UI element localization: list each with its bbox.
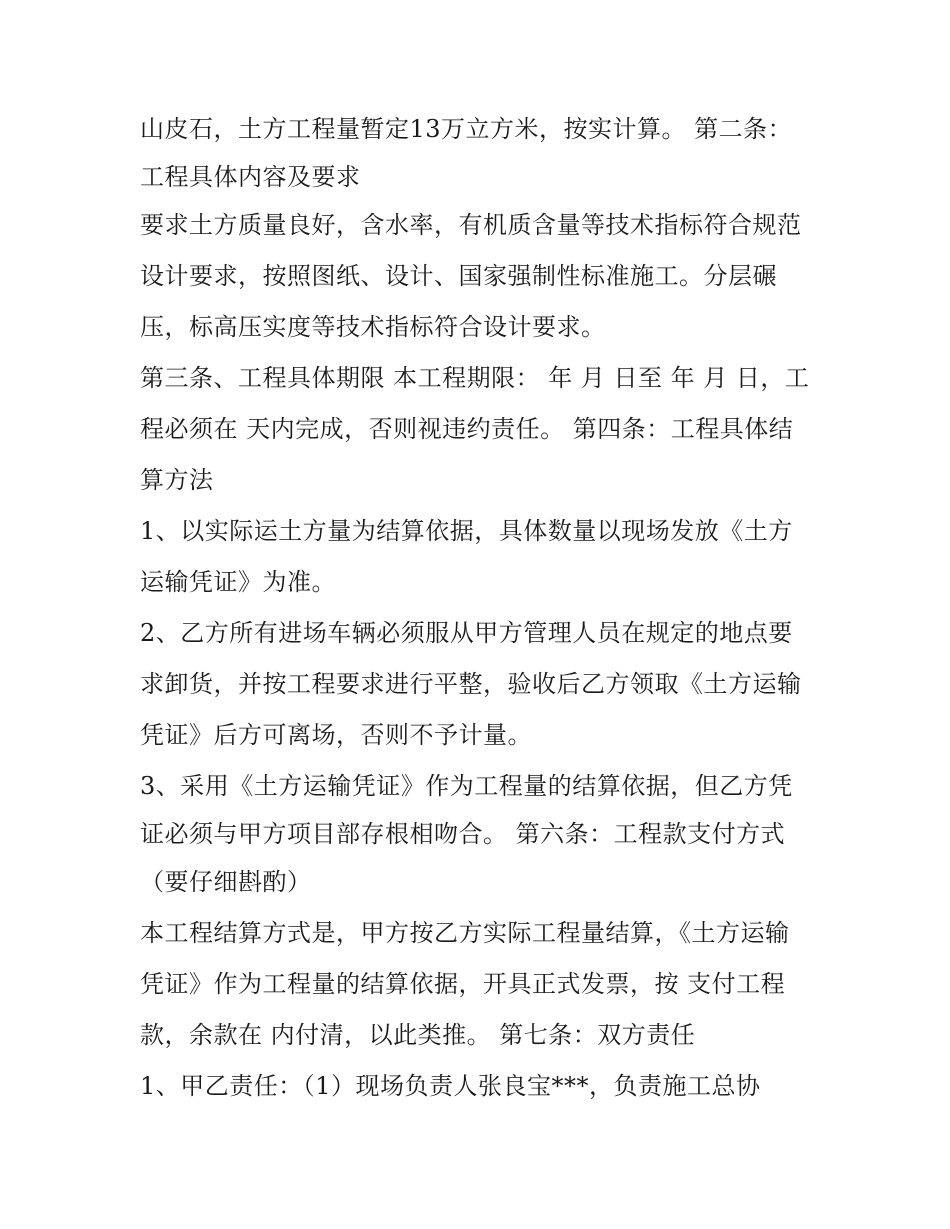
text-line: 证必须与甲方项目部存根相吻合。 第六条：工程款支付方式 (140, 820, 786, 848)
text-line: 程必须在 天内完成，否则视违约责任。 第四条：工程具体结 (140, 415, 794, 443)
text-line: 压，标高压实度等技术指标符合设计要求。 (140, 313, 606, 341)
document-body (140, 104, 820, 1112)
text-line: 工程具体内容及要求 (140, 163, 361, 191)
text-line: 凭证》后方可离场，否则不予计量。 (140, 721, 532, 749)
text-line: 运输凭证》为准。 (140, 568, 336, 596)
text-line: 求卸货，并按工程要求进行平整，验收后乙方领取《土方运输 (140, 670, 802, 698)
text-line: 款，余款在 内付清，以此类推。 第七条：双方责任 (140, 1021, 696, 1049)
text-line: 设计要求，按照图纸、设计、国家强制性标准施工。分层碾 (140, 262, 777, 290)
text-line: 2、乙方所有进场车辆必须服从甲方管理人员在规定的地点要 (140, 619, 793, 647)
text-line: 第三条、工程具体期限 本工程期限： 年 月 日至 年 月 日，工 (140, 364, 810, 392)
text-line: 山皮石，土方工程量暂定13万立方米，按实计算。 第二条： (140, 115, 793, 143)
text-line: 算方法 (140, 466, 214, 494)
text-line: （要仔细斟酌） (140, 868, 312, 896)
text-line: 3、采用《土方运输凭证》作为工程量的结算依据，但乙方凭 (140, 772, 793, 800)
text-line: 1、以实际运土方量为结算依据，具体数量以现场发放《土方 (140, 517, 793, 545)
text-line: 要求土方质量良好，含水率，有机质含量等技术指标符合规范 (140, 211, 802, 239)
text-line: 1、甲乙责任：（1）现场负责人张良宝***，负责施工总协 (140, 1072, 761, 1100)
text-line: 本工程结算方式是，甲方按乙方实际工程量结算，《土方运输 (140, 919, 790, 947)
text-line: 凭证》作为工程量的结算依据，开具正式发票，按 支付工程 (140, 970, 786, 998)
